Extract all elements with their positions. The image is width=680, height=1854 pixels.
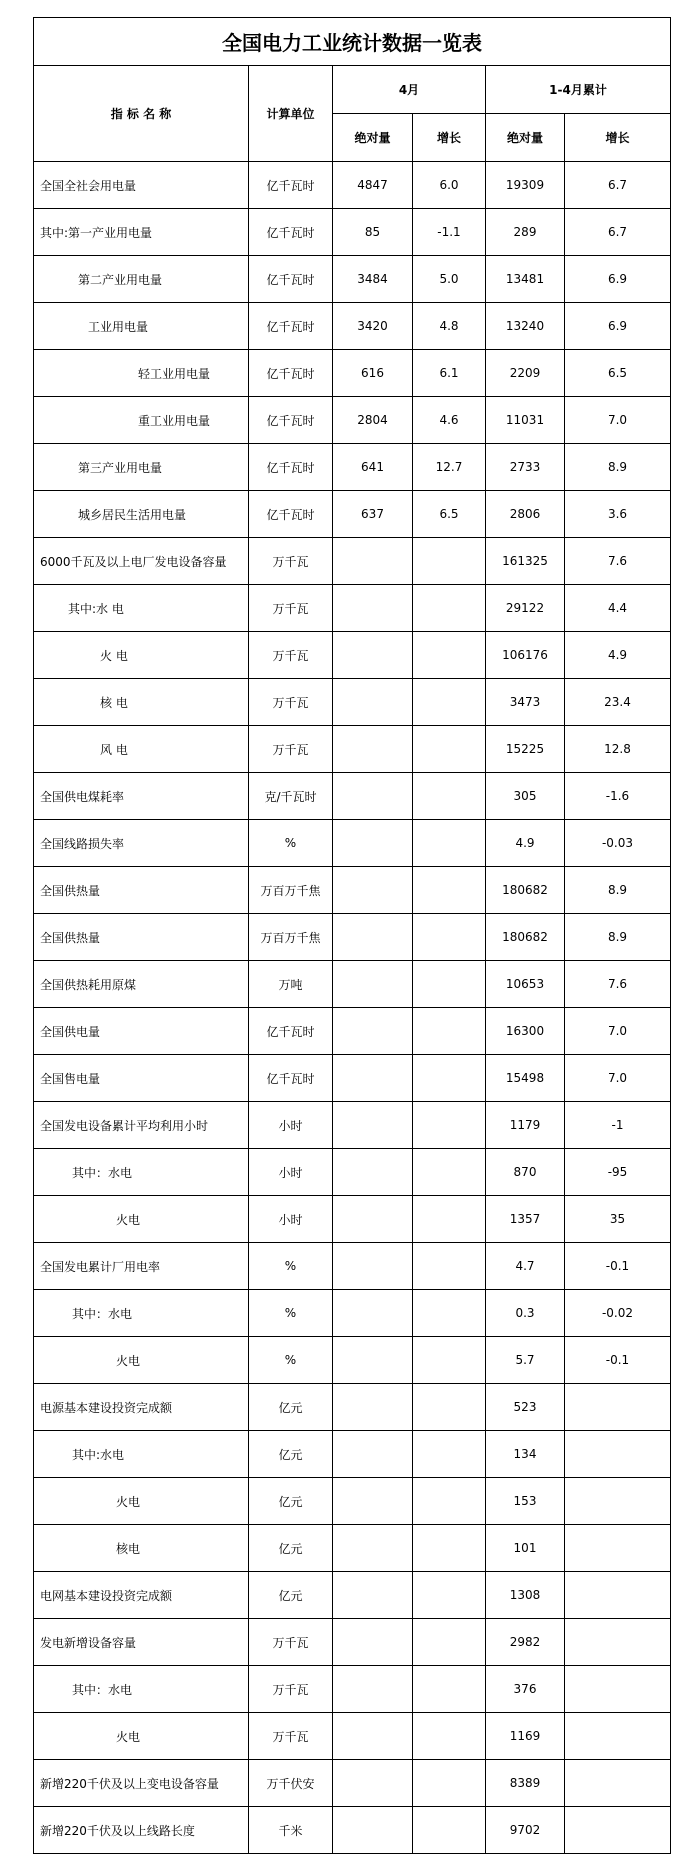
unit-cell: 小时 xyxy=(249,1102,333,1149)
unit-cell: 克/千瓦时 xyxy=(249,773,333,820)
cumulative-absolute-cell: 13481 xyxy=(486,256,565,303)
cumulative-absolute-cell: 106176 xyxy=(486,632,565,679)
table-row xyxy=(34,1337,671,1384)
month-growth-cell xyxy=(413,1008,486,1055)
unit-cell: 亿元 xyxy=(249,1572,333,1619)
month-growth-cell xyxy=(413,867,486,914)
month-growth-cell: -1.1 xyxy=(413,209,486,256)
unit-cell: 亿千瓦时 xyxy=(249,303,333,350)
cumulative-absolute-cell: 2982 xyxy=(486,1619,565,1666)
month-absolute-cell: 641 xyxy=(333,444,413,491)
month-growth-cell xyxy=(413,1807,486,1854)
indicator-name-cell: 其中:水 电 xyxy=(34,585,249,632)
header-month-growth: 增长 xyxy=(413,114,486,162)
table-row xyxy=(34,632,671,679)
indicator-name-cell: 全国发电累计厂用电率 xyxy=(34,1243,249,1290)
month-growth-cell xyxy=(413,538,486,585)
table-row xyxy=(34,1149,671,1196)
indicator-name-cell: 新增220千伏及以上线路长度 xyxy=(34,1807,249,1854)
cumulative-growth-cell: 6.7 xyxy=(565,209,671,256)
month-absolute-cell xyxy=(333,1760,413,1807)
cumulative-growth-cell: 8.9 xyxy=(565,444,671,491)
month-growth-cell xyxy=(413,1337,486,1384)
month-absolute-cell xyxy=(333,961,413,1008)
cumulative-absolute-cell: 1169 xyxy=(486,1713,565,1760)
cumulative-absolute-cell: 289 xyxy=(486,209,565,256)
month-growth-cell xyxy=(413,820,486,867)
cumulative-absolute-cell: 11031 xyxy=(486,397,565,444)
indicator-name-cell: 全国供电量 xyxy=(34,1008,249,1055)
table-row xyxy=(34,1196,671,1243)
cumulative-absolute-cell: 2806 xyxy=(486,491,565,538)
indicator-name-cell: 其中:第一产业用电量 xyxy=(34,209,249,256)
unit-cell: 亿千瓦时 xyxy=(249,444,333,491)
indicator-name-cell: 全国发电设备累计平均利用小时 xyxy=(34,1102,249,1149)
cumulative-growth-cell: -1.6 xyxy=(565,773,671,820)
cumulative-growth-cell: -95 xyxy=(565,1149,671,1196)
header-indicator-name: 指 标 名 称 xyxy=(34,66,249,162)
cumulative-growth-cell xyxy=(565,1713,671,1760)
table-row xyxy=(34,1619,671,1666)
table-row xyxy=(34,1243,671,1290)
indicator-name-cell: 其中:水电 xyxy=(34,1431,249,1478)
unit-cell: 万吨 xyxy=(249,961,333,1008)
month-absolute-cell xyxy=(333,585,413,632)
month-absolute-cell xyxy=(333,1572,413,1619)
month-growth-cell xyxy=(413,585,486,632)
header-cumulative-absolute: 绝对量 xyxy=(486,114,565,162)
indicator-name-cell: 电网基本建设投资完成额 xyxy=(34,1572,249,1619)
month-absolute-cell xyxy=(333,1290,413,1337)
unit-cell: % xyxy=(249,1337,333,1384)
cumulative-growth-cell xyxy=(565,1572,671,1619)
month-absolute-cell: 3484 xyxy=(333,256,413,303)
month-growth-cell xyxy=(413,1760,486,1807)
cumulative-growth-cell: 35 xyxy=(565,1196,671,1243)
unit-cell: 万千瓦 xyxy=(249,1619,333,1666)
month-growth-cell xyxy=(413,726,486,773)
unit-cell: 亿千瓦时 xyxy=(249,1008,333,1055)
cumulative-growth-cell: 7.0 xyxy=(565,1008,671,1055)
cumulative-absolute-cell: 5.7 xyxy=(486,1337,565,1384)
cumulative-absolute-cell: 15498 xyxy=(486,1055,565,1102)
indicator-name-cell: 核 电 xyxy=(34,679,249,726)
month-absolute-cell xyxy=(333,1149,413,1196)
table-row xyxy=(34,679,671,726)
cumulative-absolute-cell: 3473 xyxy=(486,679,565,726)
cumulative-absolute-cell: 2209 xyxy=(486,350,565,397)
page-title: 全国电力工业统计数据一览表 xyxy=(34,18,671,66)
cumulative-growth-cell: 3.6 xyxy=(565,491,671,538)
table-row xyxy=(34,1478,671,1525)
month-absolute-cell xyxy=(333,1666,413,1713)
unit-cell: 万千瓦 xyxy=(249,726,333,773)
indicator-name-cell: 全国售电量 xyxy=(34,1055,249,1102)
cumulative-growth-cell xyxy=(565,1666,671,1713)
month-absolute-cell xyxy=(333,538,413,585)
cumulative-growth-cell xyxy=(565,1525,671,1572)
cumulative-growth-cell: -0.02 xyxy=(565,1290,671,1337)
indicator-name-cell: 电源基本建设投资完成额 xyxy=(34,1384,249,1431)
header-cumulative: 1-4月累计 xyxy=(486,66,671,114)
month-growth-cell: 12.7 xyxy=(413,444,486,491)
unit-cell: 亿千瓦时 xyxy=(249,491,333,538)
indicator-name-cell: 全国供电煤耗率 xyxy=(34,773,249,820)
month-growth-cell xyxy=(413,1384,486,1431)
month-absolute-cell xyxy=(333,914,413,961)
month-absolute-cell: 637 xyxy=(333,491,413,538)
header-cumulative-growth: 增长 xyxy=(565,114,671,162)
cumulative-absolute-cell: 523 xyxy=(486,1384,565,1431)
month-growth-cell xyxy=(413,1055,486,1102)
cumulative-growth-cell: -0.1 xyxy=(565,1337,671,1384)
cumulative-absolute-cell: 153 xyxy=(486,1478,565,1525)
cumulative-growth-cell: 6.9 xyxy=(565,303,671,350)
cumulative-growth-cell: -0.1 xyxy=(565,1243,671,1290)
unit-cell: 亿千瓦时 xyxy=(249,162,333,209)
unit-cell: 亿元 xyxy=(249,1431,333,1478)
unit-cell: 亿元 xyxy=(249,1478,333,1525)
cumulative-absolute-cell: 19309 xyxy=(486,162,565,209)
cumulative-absolute-cell: 376 xyxy=(486,1666,565,1713)
table-row xyxy=(34,1713,671,1760)
unit-cell: 万千瓦 xyxy=(249,1666,333,1713)
month-absolute-cell xyxy=(333,1102,413,1149)
table-row xyxy=(34,1431,671,1478)
month-absolute-cell xyxy=(333,773,413,820)
cumulative-growth-cell: 7.0 xyxy=(565,1055,671,1102)
indicator-name-cell: 发电新增设备容量 xyxy=(34,1619,249,1666)
indicator-name-cell: 全国供热量 xyxy=(34,914,249,961)
table-row xyxy=(34,585,671,632)
cumulative-absolute-cell: 4.7 xyxy=(486,1243,565,1290)
indicator-name-cell: 全国供热耗用原煤 xyxy=(34,961,249,1008)
cumulative-absolute-cell: 13240 xyxy=(486,303,565,350)
table-row xyxy=(34,397,671,444)
month-growth-cell xyxy=(413,1572,486,1619)
month-growth-cell xyxy=(413,1290,486,1337)
cumulative-absolute-cell: 1357 xyxy=(486,1196,565,1243)
cumulative-absolute-cell: 134 xyxy=(486,1431,565,1478)
table-row xyxy=(34,1760,671,1807)
table-row xyxy=(34,1008,671,1055)
indicator-name-cell: 工业用电量 xyxy=(34,303,249,350)
unit-cell: 亿千瓦时 xyxy=(249,397,333,444)
table-row xyxy=(34,961,671,1008)
month-growth-cell xyxy=(413,1243,486,1290)
cumulative-absolute-cell: 101 xyxy=(486,1525,565,1572)
month-absolute-cell xyxy=(333,726,413,773)
cumulative-absolute-cell: 180682 xyxy=(486,867,565,914)
month-absolute-cell xyxy=(333,820,413,867)
month-absolute-cell: 85 xyxy=(333,209,413,256)
cumulative-absolute-cell: 161325 xyxy=(486,538,565,585)
unit-cell: 亿千瓦时 xyxy=(249,209,333,256)
indicator-name-cell: 其中：水电 xyxy=(34,1666,249,1713)
cumulative-growth-cell: 8.9 xyxy=(565,867,671,914)
month-growth-cell xyxy=(413,1478,486,1525)
month-growth-cell: 5.0 xyxy=(413,256,486,303)
cumulative-growth-cell: -0.03 xyxy=(565,820,671,867)
unit-cell: 万百万千焦 xyxy=(249,914,333,961)
table-row xyxy=(34,1572,671,1619)
month-growth-cell xyxy=(413,773,486,820)
unit-cell: % xyxy=(249,820,333,867)
indicator-name-cell: 轻工业用电量 xyxy=(34,350,249,397)
cumulative-absolute-cell: 15225 xyxy=(486,726,565,773)
table-row xyxy=(34,1290,671,1337)
cumulative-growth-cell: 7.6 xyxy=(565,538,671,585)
table-row xyxy=(34,538,671,585)
table-row xyxy=(34,209,671,256)
month-growth-cell xyxy=(413,1525,486,1572)
month-absolute-cell xyxy=(333,867,413,914)
month-absolute-cell: 4847 xyxy=(333,162,413,209)
indicator-name-cell: 火电 xyxy=(34,1478,249,1525)
month-growth-cell xyxy=(413,1666,486,1713)
unit-cell: 万千瓦 xyxy=(249,632,333,679)
cumulative-growth-cell xyxy=(565,1760,671,1807)
month-growth-cell xyxy=(413,914,486,961)
unit-cell: % xyxy=(249,1290,333,1337)
cumulative-absolute-cell: 29122 xyxy=(486,585,565,632)
unit-cell: 亿千瓦时 xyxy=(249,256,333,303)
indicator-name-cell: 其中：水电 xyxy=(34,1290,249,1337)
month-growth-cell: 6.0 xyxy=(413,162,486,209)
indicator-name-cell: 全国全社会用电量 xyxy=(34,162,249,209)
table-row xyxy=(34,726,671,773)
unit-cell: 小时 xyxy=(249,1196,333,1243)
cumulative-growth-cell: 12.8 xyxy=(565,726,671,773)
indicator-name-cell: 6000千瓦及以上电厂发电设备容量 xyxy=(34,538,249,585)
table-row xyxy=(34,820,671,867)
cumulative-growth-cell: -1 xyxy=(565,1102,671,1149)
month-absolute-cell xyxy=(333,1384,413,1431)
unit-cell: 万千瓦 xyxy=(249,679,333,726)
statistics-sheet xyxy=(33,17,670,1854)
unit-cell: 万百万千焦 xyxy=(249,867,333,914)
header-unit: 计算单位 xyxy=(249,66,333,162)
cumulative-growth-cell: 4.4 xyxy=(565,585,671,632)
table-row xyxy=(34,303,671,350)
cumulative-growth-cell xyxy=(565,1619,671,1666)
month-absolute-cell xyxy=(333,1713,413,1760)
unit-cell: 亿千瓦时 xyxy=(249,1055,333,1102)
unit-cell: 万千伏安 xyxy=(249,1760,333,1807)
cumulative-absolute-cell: 2733 xyxy=(486,444,565,491)
cumulative-absolute-cell: 4.9 xyxy=(486,820,565,867)
cumulative-absolute-cell: 870 xyxy=(486,1149,565,1196)
month-growth-cell: 6.5 xyxy=(413,491,486,538)
indicator-name-cell: 全国供热量 xyxy=(34,867,249,914)
month-growth-cell xyxy=(413,632,486,679)
unit-cell: 亿千瓦时 xyxy=(249,350,333,397)
unit-cell: 亿元 xyxy=(249,1525,333,1572)
table-row xyxy=(34,162,671,209)
cumulative-growth-cell: 23.4 xyxy=(565,679,671,726)
month-absolute-cell: 2804 xyxy=(333,397,413,444)
cumulative-growth-cell: 6.7 xyxy=(565,162,671,209)
header-month-absolute: 绝对量 xyxy=(333,114,413,162)
month-absolute-cell xyxy=(333,1431,413,1478)
cumulative-absolute-cell: 10653 xyxy=(486,961,565,1008)
table-row xyxy=(34,350,671,397)
unit-cell: % xyxy=(249,1243,333,1290)
month-growth-cell xyxy=(413,961,486,1008)
cumulative-growth-cell: 8.9 xyxy=(565,914,671,961)
cumulative-absolute-cell: 0.3 xyxy=(486,1290,565,1337)
cumulative-absolute-cell: 16300 xyxy=(486,1008,565,1055)
table-row xyxy=(34,256,671,303)
table-row xyxy=(34,914,671,961)
month-absolute-cell xyxy=(333,1055,413,1102)
cumulative-absolute-cell: 305 xyxy=(486,773,565,820)
indicator-name-cell: 风 电 xyxy=(34,726,249,773)
month-growth-cell: 6.1 xyxy=(413,350,486,397)
month-growth-cell: 4.8 xyxy=(413,303,486,350)
month-absolute-cell xyxy=(333,1008,413,1055)
indicator-name-cell: 第三产业用电量 xyxy=(34,444,249,491)
month-growth-cell xyxy=(413,1619,486,1666)
indicator-name-cell: 火电 xyxy=(34,1337,249,1384)
month-growth-cell: 4.6 xyxy=(413,397,486,444)
month-growth-cell xyxy=(413,1102,486,1149)
indicator-name-cell: 火电 xyxy=(34,1713,249,1760)
month-absolute-cell xyxy=(333,1619,413,1666)
cumulative-absolute-cell: 9702 xyxy=(486,1807,565,1854)
cumulative-growth-cell xyxy=(565,1807,671,1854)
table-row xyxy=(34,1525,671,1572)
unit-cell: 万千瓦 xyxy=(249,1713,333,1760)
table-row xyxy=(34,1807,671,1854)
cumulative-growth-cell: 7.0 xyxy=(565,397,671,444)
table-row xyxy=(34,867,671,914)
cumulative-absolute-cell: 8389 xyxy=(486,1760,565,1807)
month-absolute-cell xyxy=(333,1478,413,1525)
table-row xyxy=(34,444,671,491)
indicator-name-cell: 火 电 xyxy=(34,632,249,679)
cumulative-absolute-cell: 1308 xyxy=(486,1572,565,1619)
indicator-name-cell: 新增220千伏及以上变电设备容量 xyxy=(34,1760,249,1807)
month-growth-cell xyxy=(413,1431,486,1478)
cumulative-growth-cell xyxy=(565,1478,671,1525)
month-growth-cell xyxy=(413,1713,486,1760)
month-growth-cell xyxy=(413,1196,486,1243)
indicator-name-cell: 其中：水电 xyxy=(34,1149,249,1196)
month-absolute-cell xyxy=(333,632,413,679)
table-row xyxy=(34,1055,671,1102)
cumulative-growth-cell: 6.9 xyxy=(565,256,671,303)
cumulative-growth-cell xyxy=(565,1431,671,1478)
indicator-name-cell: 火电 xyxy=(34,1196,249,1243)
unit-cell: 小时 xyxy=(249,1149,333,1196)
month-absolute-cell: 616 xyxy=(333,350,413,397)
table-row xyxy=(34,491,671,538)
unit-cell: 万千瓦 xyxy=(249,538,333,585)
cumulative-growth-cell: 6.5 xyxy=(565,350,671,397)
cumulative-growth-cell: 4.9 xyxy=(565,632,671,679)
table-row xyxy=(34,1384,671,1431)
indicator-name-cell: 城乡居民生活用电量 xyxy=(34,491,249,538)
month-absolute-cell xyxy=(333,1525,413,1572)
table-row xyxy=(34,1666,671,1713)
cumulative-absolute-cell: 1179 xyxy=(486,1102,565,1149)
month-absolute-cell xyxy=(333,1243,413,1290)
month-absolute-cell xyxy=(333,1337,413,1384)
month-absolute-cell xyxy=(333,1196,413,1243)
indicator-name-cell: 重工业用电量 xyxy=(34,397,249,444)
power-statistics-table xyxy=(33,17,671,1854)
indicator-name-cell: 核电 xyxy=(34,1525,249,1572)
month-growth-cell xyxy=(413,679,486,726)
unit-cell: 千米 xyxy=(249,1807,333,1854)
header-month: 4月 xyxy=(333,66,486,114)
cumulative-absolute-cell: 180682 xyxy=(486,914,565,961)
month-absolute-cell xyxy=(333,679,413,726)
unit-cell: 万千瓦 xyxy=(249,585,333,632)
month-absolute-cell: 3420 xyxy=(333,303,413,350)
indicator-name-cell: 全国线路损失率 xyxy=(34,820,249,867)
unit-cell: 亿元 xyxy=(249,1384,333,1431)
month-growth-cell xyxy=(413,1149,486,1196)
indicator-name-cell: 第二产业用电量 xyxy=(34,256,249,303)
table-row xyxy=(34,773,671,820)
month-absolute-cell xyxy=(333,1807,413,1854)
cumulative-growth-cell: 7.6 xyxy=(565,961,671,1008)
table-row xyxy=(34,1102,671,1149)
cumulative-growth-cell xyxy=(565,1384,671,1431)
